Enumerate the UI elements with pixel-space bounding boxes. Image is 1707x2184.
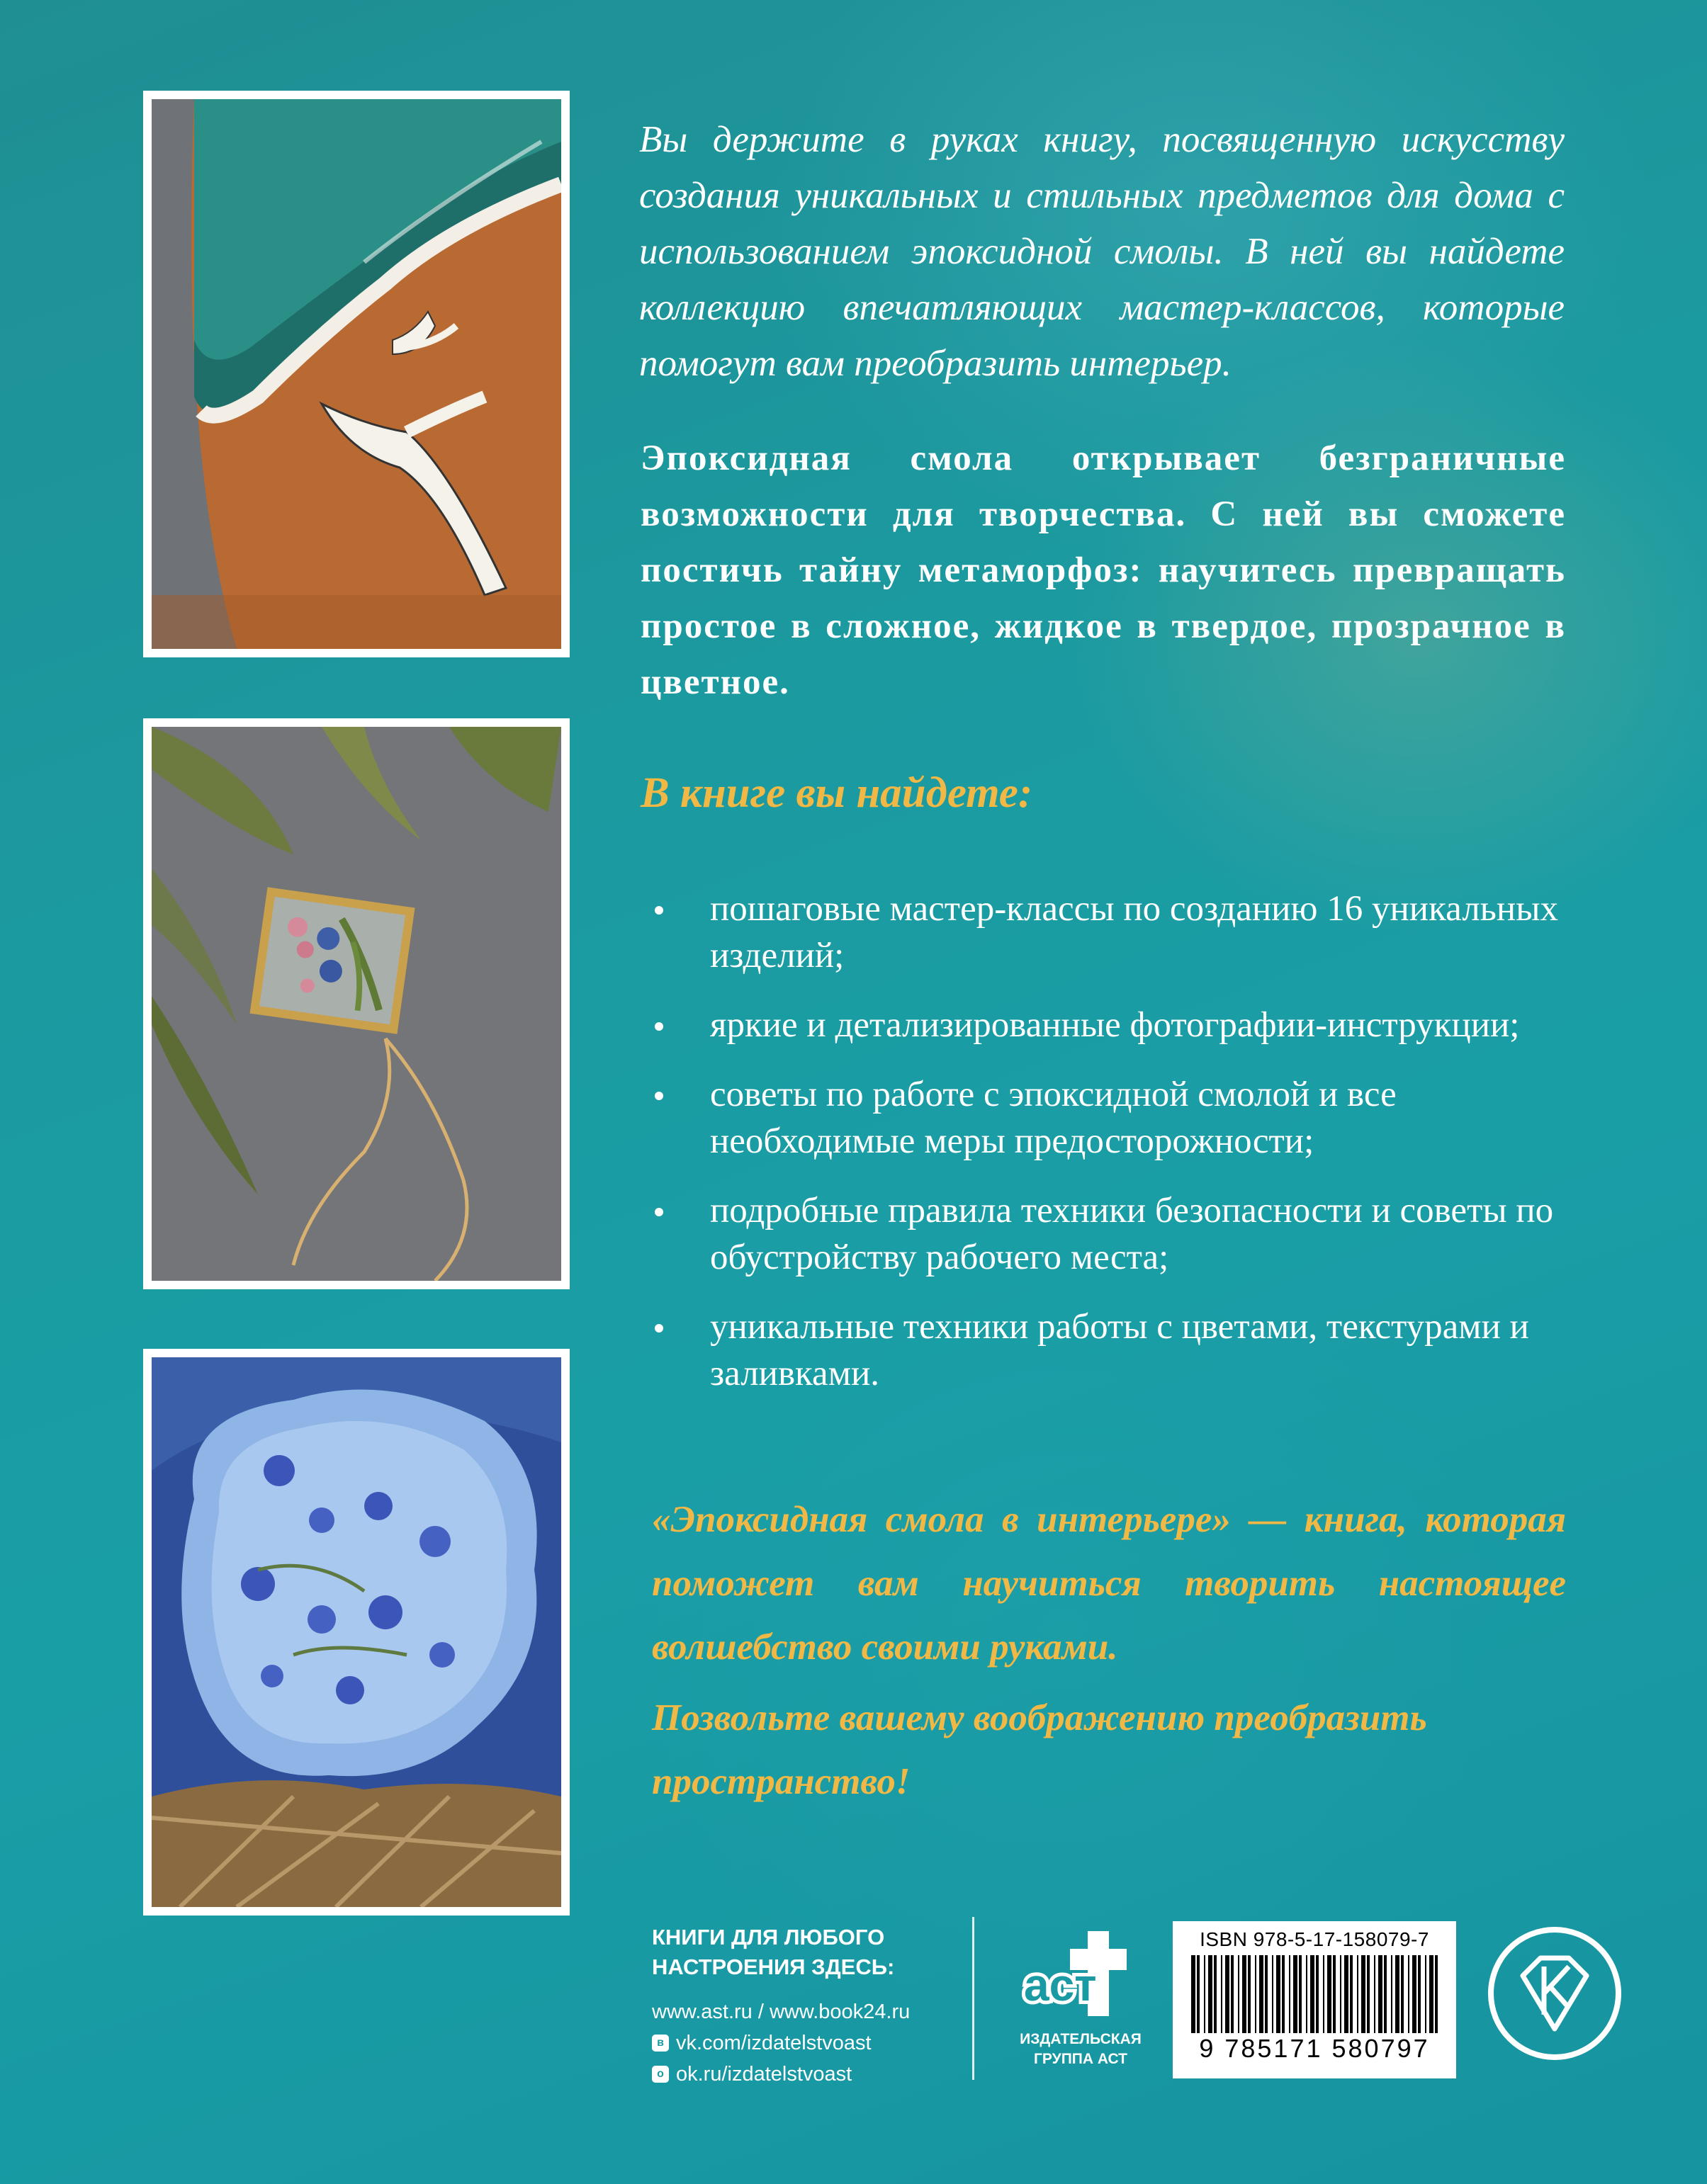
barcode-bar [1310,1955,1314,2033]
barcode-bar [1276,1955,1280,2033]
websites-link[interactable]: www.ast.ru / www.book24.ru [652,2001,911,2023]
barcode-bar [1340,1955,1341,2033]
barcode-bar [1418,1955,1421,2033]
barcode-bar [1242,1955,1246,2033]
barcode-bar [1344,1955,1348,2033]
barcode-bar [1412,1955,1416,2033]
barcode-bar [1327,1955,1331,2033]
barcode-bar [1391,1955,1392,2033]
barcode-bar [1255,1955,1256,2033]
barcode-bar [1378,1955,1382,2033]
resin-description-paragraph: Эпоксидная смола открывает безграничные возможности для творчества. С ней вы сможете постичь тайну метаморфоз: научитесь превращать простое в сложное, жидкое в твердое, прозрачное в цветное. [641,439,1566,702]
logo-text: аст [1024,1959,1097,2010]
barcode-bar [1231,1955,1234,2033]
isbn-barcode [1173,1921,1456,2078]
footer-websites[interactable] [652,1996,964,2027]
barcode-bar [1367,1955,1370,2033]
features-list-item: уникальные техники работы с цветами, текстурами и заливками. [641,1303,1562,1397]
publisher-logo [999,1917,1162,2069]
odnoklassniki-icon: о [652,2066,669,2083]
barcode-bar [1225,1955,1229,2033]
logo-caption: ИЗДАТЕЛЬСКАЯ ГРУППА АСТ [1020,2031,1142,2067]
barcode-bar [1357,1955,1358,2033]
ean-digits: 9 785171 580797 [1199,2034,1430,2063]
barcode-bar [1204,1955,1205,2033]
photo-resin-pendant [143,718,570,1289]
barcode-bar [1429,1955,1433,2033]
barcode-bar [1408,1955,1409,2033]
features-heading: В книге вы найдете: [641,769,1033,817]
barcode-bar [1208,1955,1212,2033]
diamond-k-logo-icon [1484,1923,1626,2064]
vk-link[interactable]: vk.com/izdatelstvoast [676,2032,872,2054]
barcode-bar [1214,1955,1217,2033]
photo-resin-board-seagulls [143,91,570,657]
features-list-item: яркие и детализированные фотографии-инструкции; [641,1002,1562,1048]
footer-info [652,1923,964,2090]
barcode-bar [1350,1955,1353,2033]
isbn-number: ISBN 978-5-17-158079-7 [1200,1928,1429,1950]
footer-divider [972,1917,974,2080]
footer-vk[interactable] [652,2027,964,2059]
ok-link[interactable]: ok.ru/izdatelstvoast [676,2063,852,2086]
barcode-bar [1238,1955,1239,2033]
barcode-bar [1374,1955,1375,2033]
features-list-item: пошаговые мастер-классы по созданию 16 уникальных изделий; [641,886,1562,979]
footer-title: КНИГИ ДЛЯ ЛЮБОГО НАСТРОЕНИЯ ЗДЕСЬ: [652,1925,895,1979]
features-list-item: подробные правила техники безопасности и советы по обустройству рабочего места; [641,1187,1562,1281]
barcode-bar [1395,1955,1399,2033]
barcode-bar [1248,1955,1251,2033]
barcode-bar [1384,1955,1387,2033]
vk-icon: в [652,2035,669,2052]
barcode-bar [1323,1955,1324,2033]
barcode-bar [1259,1955,1263,2033]
barcode-bar [1191,1955,1195,2033]
barcode-bar [1435,1955,1438,2033]
ast-logo-icon [1010,1917,1151,2023]
barcode-bar [1299,1955,1302,2033]
barcode-bar [1282,1955,1285,2033]
intro-paragraph: Вы держите в руках книгу, посвященную искусству создания уникальных и стильных предметов для дома с использованием эпоксидной смолы. В ней вы найдете коллекцию впечатляющих мастер-классов, которые помогут вам преобразить интерьер. [639,119,1565,384]
book-quote: «Эпоксидная смола в интерьере» — книга, которая поможет вам научиться творить настоящее волшебство своими руками. [652,1499,1566,1668]
barcode-bar [1401,1955,1404,2033]
barcode-bar [1316,1955,1319,2033]
barcode-bar [1265,1955,1268,2033]
features-list [641,886,1562,1420]
barcode-bar [1221,1955,1222,2033]
barcode-bar [1289,1955,1290,2033]
barcode-bar [1425,1955,1426,2033]
barcode-bar [1272,1955,1273,2033]
barcode-bar [1361,1955,1365,2033]
closing-line: Позвольте вашему воображению преобразить пространство! [652,1697,1427,1802]
barcode-bars [1187,1955,1442,2033]
footer-ok[interactable] [652,2059,964,2090]
barcode-bar [1197,1955,1200,2033]
photo-resin-tray-flowers [143,1349,570,1916]
barcode-bar [1306,1955,1307,2033]
barcode-bar [1333,1955,1336,2033]
barcode-bar [1293,1955,1297,2033]
features-list-item: советы по работе с эпоксидной смолой и все необходимые меры предосторожности; [641,1071,1562,1165]
